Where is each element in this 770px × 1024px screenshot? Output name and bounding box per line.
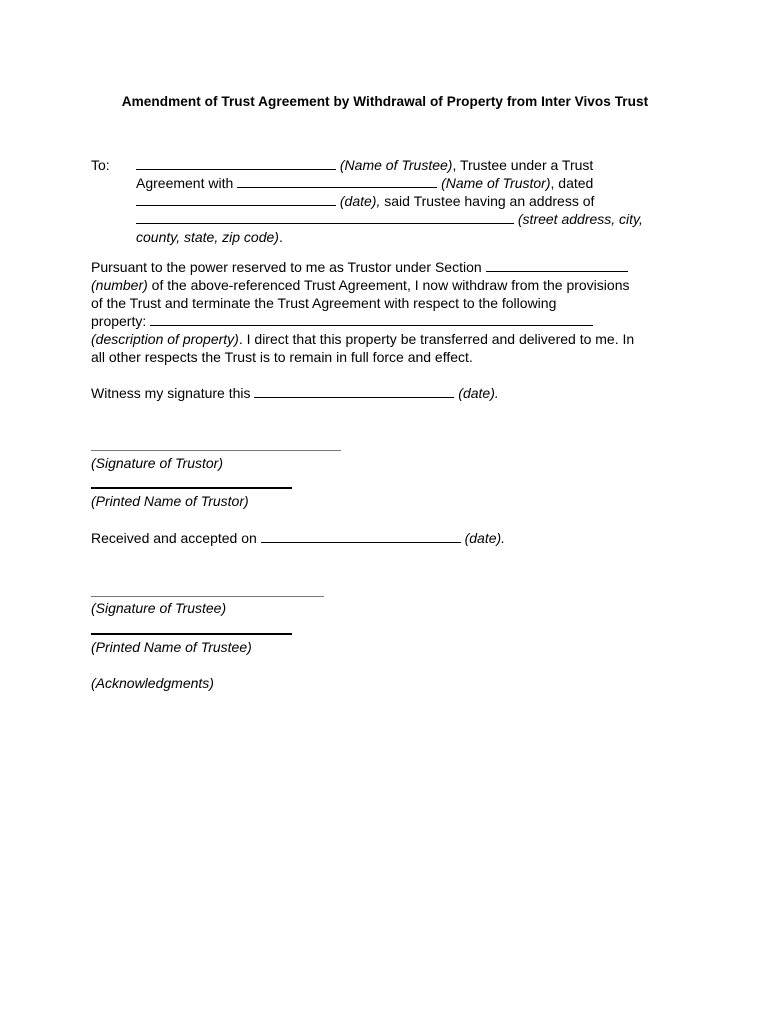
trustee-under-trust-text: , Trustee under a Trust	[452, 157, 594, 173]
trustor-signature-label: (Signature of Trustor)	[91, 455, 224, 471]
received-date-blank	[261, 529, 461, 543]
to-line-2	[136, 174, 593, 192]
street-address-label: (street address, city,	[517, 211, 643, 227]
trustor-signature-line	[91, 450, 341, 451]
trustee-printed-name-label: (Printed Name of Trustee)	[91, 639, 252, 655]
to-line-5	[136, 228, 283, 246]
body-line-6	[91, 348, 473, 366]
pursuant-text: Pursuant to the power reserved to me as Trustor under Section	[91, 259, 482, 275]
section-blank	[486, 258, 628, 272]
witness-line	[91, 384, 499, 402]
document-title: Amendment of Trust Agreement by Withdrawal of Property from Inter Vivos Trust	[121, 94, 649, 109]
date-blank	[136, 192, 336, 206]
trustee-signature-line	[91, 596, 324, 597]
county-state-zip-label: county, state, zip code)	[136, 229, 279, 245]
trustor-printed-name-label: (Printed Name of Trustor)	[91, 493, 249, 509]
trustor-printed-name-line	[91, 487, 292, 489]
name-of-trustor-label: (Name of Trustor)	[441, 175, 551, 191]
date-label: (date),	[339, 193, 381, 209]
of-the-trust-text: of the Trust and terminate the Trust Agreement with respect to the following	[91, 295, 557, 311]
agreement-with-text: Agreement with	[136, 175, 234, 191]
to-line-3	[136, 192, 594, 210]
witness-date-blank	[254, 384, 454, 398]
property-blank	[150, 312, 593, 326]
witness-text: Witness my signature this	[91, 385, 251, 401]
property-label: property:	[91, 313, 147, 329]
all-other-text: all other respects the Trust is to remain in full force and effect.	[91, 349, 473, 365]
number-label: (number)	[91, 277, 148, 293]
description-of-property-label: (description of property)	[91, 331, 239, 347]
trustor-name-blank	[237, 174, 437, 188]
received-text: Received and accepted on	[91, 530, 257, 546]
to-label: To:	[91, 157, 110, 173]
dated-text: , dated	[550, 175, 594, 191]
having-address-text: said Trustee having an address of	[380, 193, 595, 209]
name-of-trustee-label: (Name of Trustee)	[339, 157, 453, 173]
direct-transfer-text: . I direct that this property be transferred and delivered to me. In	[238, 331, 635, 347]
body-line-5	[91, 330, 634, 348]
body-line-1	[91, 258, 628, 276]
received-date-label: (date).	[464, 530, 506, 546]
body-line-3	[91, 294, 556, 312]
witness-date-label: (date).	[458, 385, 499, 401]
period: .	[278, 229, 283, 245]
trustee-printed-name-line	[91, 633, 292, 635]
trustee-name-blank	[136, 156, 336, 170]
acknowledgments-label: (Acknowledgments)	[91, 675, 214, 691]
received-line	[91, 529, 505, 547]
trustee-signature-label: (Signature of Trustee)	[91, 600, 227, 616]
to-line-1	[136, 156, 593, 174]
above-referenced-text: of the above-referenced Trust Agreement, I now withdraw from the provisions	[147, 277, 630, 293]
body-line-2	[91, 276, 629, 294]
address-blank	[136, 210, 514, 224]
to-line-4	[136, 210, 643, 228]
body-line-4	[91, 312, 593, 330]
